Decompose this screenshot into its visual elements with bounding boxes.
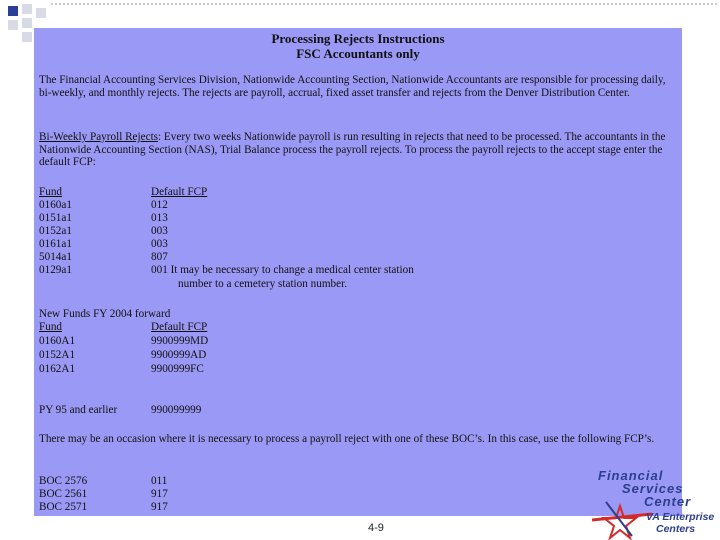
table2-col-fund: Fund [39,321,63,333]
table2-row [39,335,209,347]
top-dotted-rule [50,3,718,5]
corner-square [22,32,32,42]
boc-row [39,501,168,513]
table1-col-fund: Fund [39,186,63,198]
table1-row [39,199,168,211]
fund-cell: 0161a1 [39,238,72,250]
boc-cell: BOC 2561 [39,488,88,500]
boc-row [39,488,168,500]
boc-cell: BOC 2576 [39,475,88,487]
fund-cell: 0152a1 [39,225,72,237]
doc-subtitle: FSC Accountants only [296,46,420,61]
corner-square [8,20,18,30]
corner-square [22,18,32,28]
logo-text-financial: Financial [598,468,664,483]
corner-square-dark [8,6,18,16]
logo-text-center: Center [644,494,692,509]
table2-header [39,321,208,333]
logo-text-centers: Centers [656,523,696,535]
corner-square [22,4,32,14]
table2-row [39,349,207,361]
fcp-cell: 001 It may be necessary to change a medical center station [151,264,414,276]
boc-cell: BOC 2571 [39,501,88,513]
table2-row [39,363,204,375]
table1-row [39,264,414,276]
fcp-cell: 9900999FC [151,363,204,375]
py95-value: 990099999 [151,404,202,416]
document-scan [34,28,682,516]
fund-cell: 0160A1 [39,335,76,347]
table1-continuation: number to a cemetery station number. [178,278,348,290]
fcp-cell: 003 [151,225,168,237]
fcp-cell: 917 [151,501,168,513]
boc-row [39,475,168,487]
table1-row [39,238,168,250]
fund-cell: 0151a1 [39,212,72,224]
table1-row [39,251,168,263]
py95-row [39,404,202,416]
page-number: 4-9 [368,522,384,534]
biweekly-paragraph [39,131,679,169]
table1-row [39,225,168,237]
table2-col-fcp: Default FCP [151,321,208,333]
fcp-cell: 012 [151,199,168,211]
table1-col-fcp: Default FCP [151,186,208,198]
fcp-cell: 013 [151,212,168,224]
fund-cell: 5014a1 [39,251,72,263]
fund-cell: 0160a1 [39,199,72,211]
fcp-cell: 003 [151,238,168,250]
table1-row [39,212,168,224]
boc-paragraph: There may be an occasion where it is necessary to process a payroll reject with one of these BOC’s. In this case, use the following FCP’s. [39,433,655,445]
fund-cell: 0152A1 [39,349,76,361]
doc-title: Processing Rejects Instructions [271,31,445,46]
fcp-cell: 9900999MD [151,335,209,347]
table1-header [39,186,208,198]
biweekly-heading: Bi-Weekly Payroll Rejects [39,131,159,143]
py95-label: PY 95 and earlier [39,404,118,416]
biweekly-text: : Every two weeks Nationwide payroll is run resulting in rejects that need to be processed. The accountants in the Nationwide Accounting Section (NAS), Trial Balance process the payroll rejects. To process the payroll rejects to the accept stage enter the default FCP: [39,131,666,168]
fcp-cell: 917 [151,488,168,500]
new-funds-heading: New Funds FY 2004 forward [39,308,171,320]
logo-text-va-enterprise: VA Enterprise [646,511,715,523]
logo-text-services: Services [622,481,684,496]
fund-cell: 0129a1 [39,264,72,276]
va-fsc-logo [592,468,718,540]
fcp-cell: 9900999AD [151,349,207,361]
intro-paragraph: The Financial Accounting Services Division, Nationwide Accounting Section, Nationwide Accountants are responsible for processing daily, bi-weekly, and monthly rejects. The rejects are payroll, accrual, fixed asset transfer and rejects from the Denver Distribution Center. [39,74,666,99]
fcp-cell: 011 [151,475,168,487]
fcp-cell: 807 [151,251,168,263]
fund-cell: 0162A1 [39,363,76,375]
corner-square [36,8,46,18]
